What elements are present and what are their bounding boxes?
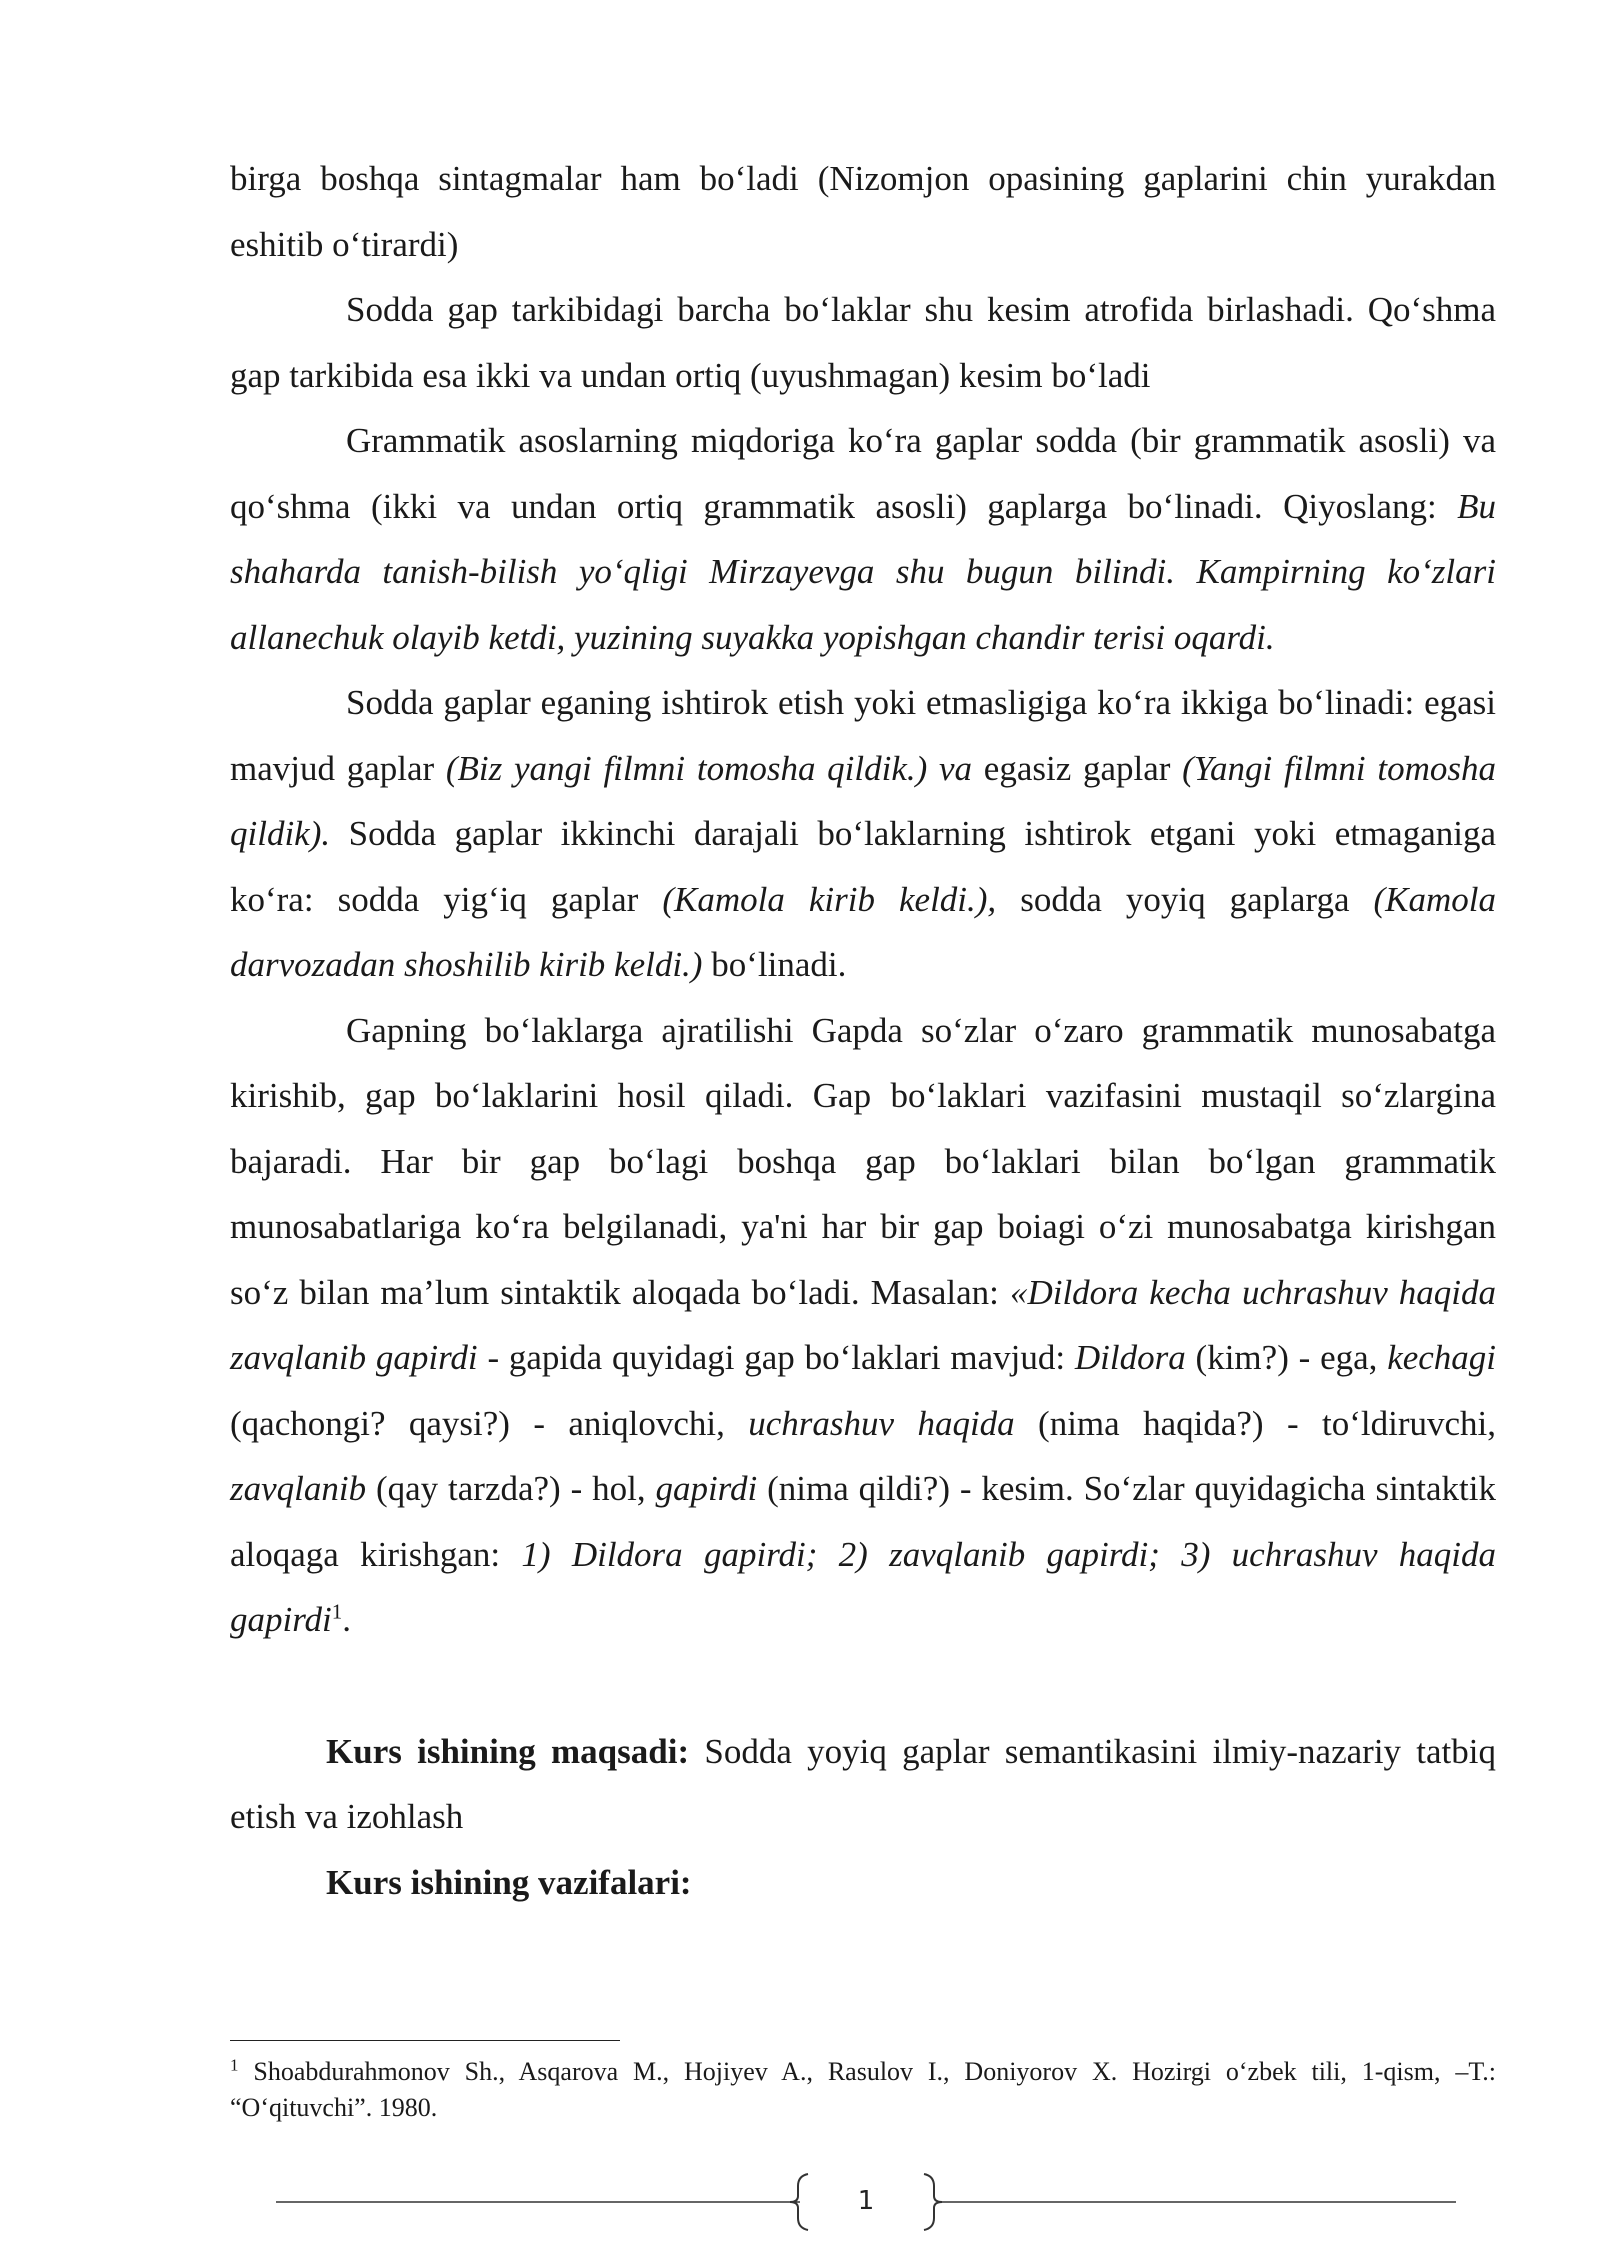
italic-text: (Yangi filmni tomosha qildik). <box>230 748 1496 853</box>
italic-text: uchrashuv haqida <box>748 1403 1015 1443</box>
paragraph-p4 <box>230 670 1496 998</box>
text-run: Gapning bo‘laklarga ajratilishi Gapda so‘zlar o‘zaro grammatik munosabatga kirishib, gap bo‘laklarini hosil qiladi. Gap bo‘laklari vazifasini mustaqil so‘zlargina bajaradi. Har bir gap bo‘lagi boshqa gap bo‘laklari bilan bo‘lgan grammatik munosabatlariga ko‘ra belgilanadi, ya'ni har bir gap boiagi o‘zi munosabatga kirishgan so‘z bilan ma’lum sintaktik aloqada bo‘ladi. Masalan: <box>230 1010 1496 1312</box>
paragraph-p3 <box>230 408 1496 670</box>
paragraph-p2 <box>230 277 1496 408</box>
footnote-reference: 1 <box>331 1599 343 1624</box>
italic-text: Bu shaharda tanish-bilish yo‘qligi Mirzayevga shu bugun bilindi. Kampirning ko‘zlari allanechuk olayib ketdi, yuzining suyakka yopishgan chandir terisi oqardi. <box>230 486 1496 657</box>
paragraph-p1 <box>230 146 1496 277</box>
text-run: (nima qildi?) - kesim. So‘zlar quyidagicha sintaktik aloqaga kirishgan: <box>230 1469 1496 1574</box>
paragraph-spacer <box>230 1653 1496 1719</box>
text-run: (qay tarzda?) - hol, <box>366 1469 656 1508</box>
text-run: (nima haqida?) - to‘ldiruvchi, <box>1014 1403 1496 1443</box>
paragraph-p5 <box>230 998 1496 1653</box>
text-run: egasiz gaplar <box>972 748 1183 788</box>
footnote <box>230 2054 1496 2126</box>
text-run: Sodda yoyiq gaplar semantikasini ilmiy-nazariy tatbiq etish va izohlash <box>230 1731 1496 1836</box>
document-body <box>230 146 1496 1915</box>
page-footer <box>276 2170 1456 2234</box>
paragraph-p6 <box>230 1719 1496 1850</box>
italic-text: Dildora <box>1074 1338 1186 1377</box>
italic-text: «Dildora kecha uchrashuv haqida zavqlanib gapirdi <box>230 1272 1497 1377</box>
page-number: 1 <box>857 2186 875 2216</box>
text-run: bo‘linadi. <box>702 945 847 984</box>
footnote-separator <box>230 2040 620 2041</box>
italic-text: gapirdi <box>655 1469 758 1508</box>
bold-text: Kurs ishining maqsadi: <box>326 1731 690 1771</box>
text-run: sodda yoyiq gaplarga <box>996 879 1374 919</box>
text-run: Sodda gaplar ikkinchi darajali bo‘laklarning ishtirok etgani yoki etmaganiga ko‘ra: sodda yig‘iq gaplar <box>230 814 1496 919</box>
paragraph-p7 <box>230 1850 1496 1916</box>
bold-text: Kurs ishining vazifalari: <box>326 1862 692 1902</box>
italic-text: zavqlanib <box>230 1469 367 1508</box>
footnote-marker: 1 <box>230 2055 239 2075</box>
text-run: Grammatik asoslarning miqdoriga ko‘ra gaplar sodda (bir grammatik asosli) va qo‘shma (ikki va undan ortiq grammatik asosli) gaplarga bo‘linadi. Qiyoslang: <box>230 421 1496 526</box>
italic-text: (Kamola darvozadan shoshilib kirib keldi.) <box>230 879 1496 984</box>
text-run: - gapida quyidagi gap bo‘laklari mavjud: <box>477 1338 1075 1377</box>
text-run: (qachongi? qaysi?) - aniqlovchi, <box>230 1403 749 1443</box>
text-run: Sodda gaplar eganing ishtirok etish yoki etmasligiga ko‘ra ikkiga bo‘linadi: egasi mavjud gaplar <box>230 683 1496 788</box>
text-run: birga boshqa sintagmalar ham bo‘ladi (Nizomjon opasining gaplarini chin yurakdan eshitib o‘tirardi) <box>230 159 1496 264</box>
text-run: (kim?) - ega, <box>1185 1338 1388 1377</box>
italic-text: (Kamola kirib keldi.), <box>662 879 997 919</box>
italic-text: 1) Dildora gapirdi; 2) zavqlanib gapirdi; 3) uchrashuv haqida gapirdi <box>230 1534 1496 1639</box>
text-run: . <box>342 1600 352 1639</box>
footnote-text: Shoabdurahmonov Sh., Asqarova M., Hojiyev A., Rasulov I., Doniyorov X. Hozirgi o‘zbek tili, 1-qism, –T.: “O‘qituvchi”. 1980. <box>230 2057 1496 2122</box>
italic-text: kechagi <box>1387 1338 1497 1377</box>
text-run: Sodda gap tarkibidagi barcha bo‘laklar shu kesim atrofida birlashadi. Qo‘shma gap tarkibida esa ikki va undan ortiq (uyushmagan) kesim bo‘ladi <box>230 290 1496 395</box>
italic-text: (Biz yangi filmni tomosha qildik.) va <box>445 748 973 788</box>
